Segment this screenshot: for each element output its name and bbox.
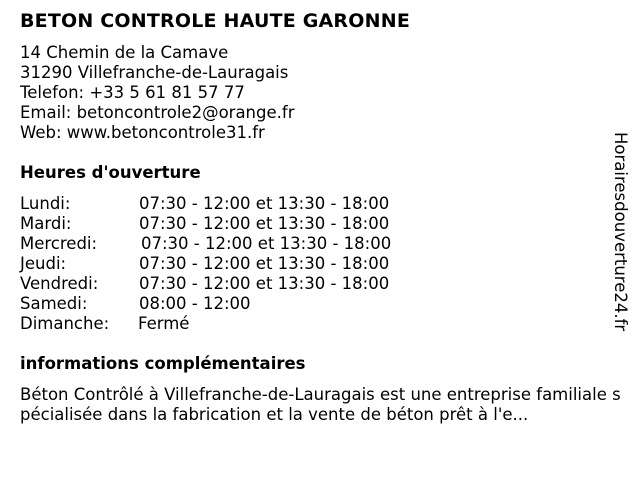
info-heading: informations complémentaires (20, 354, 306, 373)
day-hours: 07:30 - 12:00 et 13:30 - 18:00 (139, 214, 390, 233)
contact-block (20, 43, 294, 143)
day-hours: 07:30 - 12:00 et 13:30 - 18:00 (139, 194, 390, 213)
day-label: Lundi: (20, 194, 71, 213)
email[interactable]: Email: betoncontrole2@orange.fr (20, 103, 295, 122)
business-name: BETON CONTROLE HAUTE GARONNE (20, 10, 410, 32)
day-hours: 07:30 - 12:00 et 13:30 - 18:00 (139, 254, 390, 273)
website[interactable]: Web: www.betoncontrole31.fr (20, 123, 265, 142)
day-hours: 07:30 - 12:00 et 13:30 - 18:00 (141, 234, 392, 253)
day-label: Dimanche: (20, 314, 110, 333)
address-line-2: 31290 Villefranche-de-Lauragais (20, 63, 289, 82)
watermark-text: Horairesdouverture24.fr (611, 132, 630, 332)
day-label: Samedi: (20, 294, 88, 313)
day-hours: Fermé (138, 314, 190, 333)
address-line-1: 14 Chemin de la Camave (20, 43, 229, 62)
description-text: Béton Contrôlé à Villefranche-de-Lauragais est une entreprise familiale spécialisée dans la fabrication et la vente de béton prêt à l'e... (20, 385, 621, 424)
day-hours: 07:30 - 12:00 et 13:30 - 18:00 (139, 274, 390, 293)
day-label: Mardi: (20, 214, 72, 233)
day-label: Vendredi: (20, 274, 99, 293)
day-label: Mercredi: (20, 234, 98, 253)
day-label: Jeudi: (20, 254, 67, 273)
day-hours: 08:00 - 12:00 (139, 294, 251, 313)
hours-heading: Heures d'ouverture (20, 163, 201, 182)
phone[interactable]: Telefon: +33 5 61 81 57 77 (20, 83, 245, 102)
